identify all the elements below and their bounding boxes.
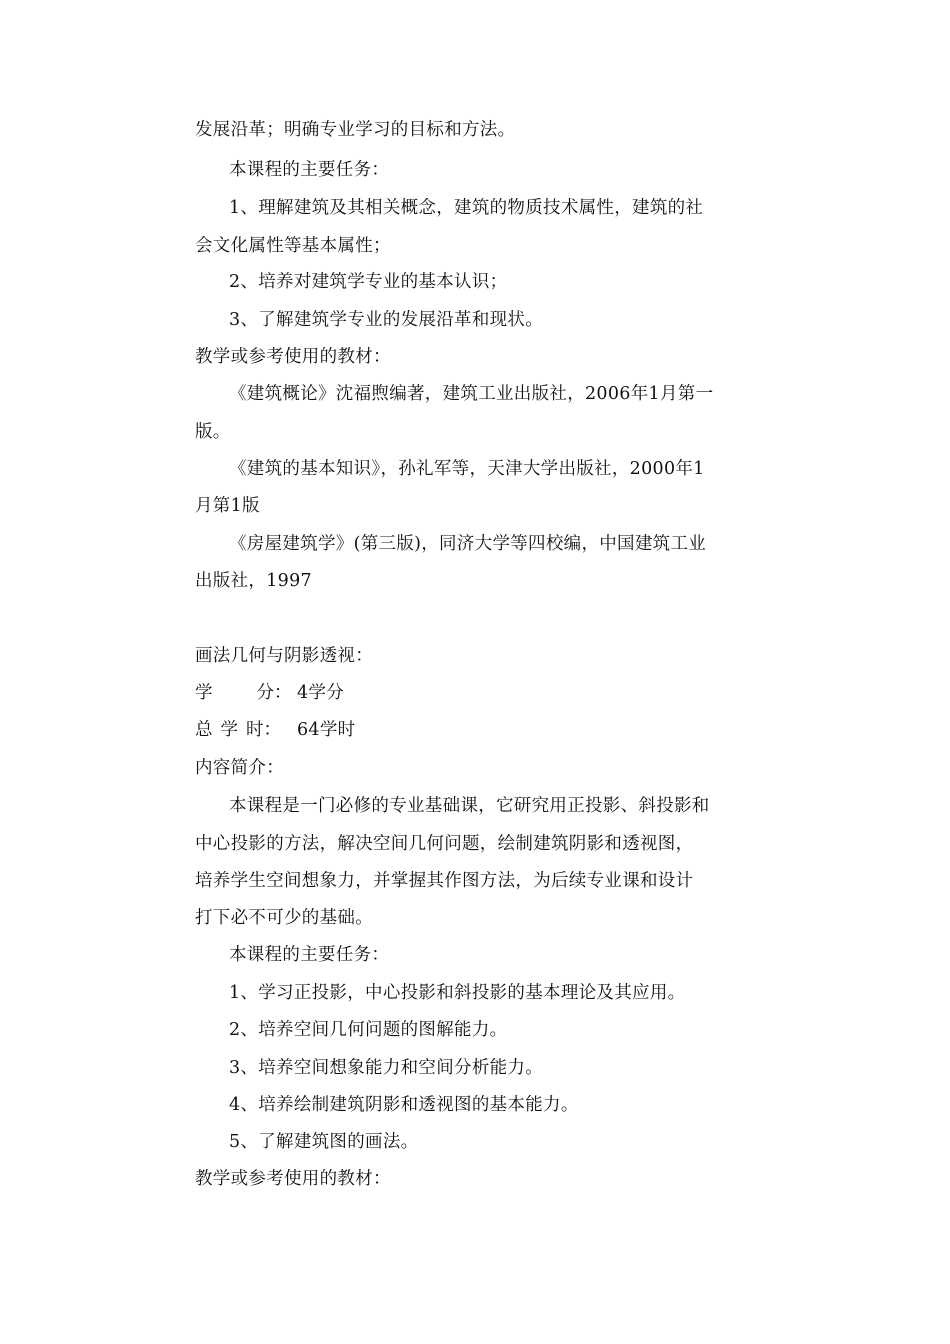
hours-label [195, 718, 287, 742]
textbook-item-2: 《建筑的基本知识》，孙礼军等，天津大学出版社，2000年1 [229, 459, 705, 479]
textbook-item-1: 《建筑概论》沈福煦编著，建筑工业出版社，2006年1月第一 [229, 384, 714, 404]
task-item-2: 2、培养对建筑学专业的基本认识； [229, 272, 508, 292]
credit-label [195, 681, 292, 705]
textbook-item-3-cont: 出版社，1997 [195, 571, 312, 591]
hours-value: 64学时 [297, 720, 356, 740]
intro-paragraph-line: 打下必不可少的基础。 [195, 908, 373, 928]
credit-label-part: 分： [256, 683, 292, 703]
textbook-heading: 教学或参考使用的教材： [195, 347, 391, 367]
task-item-1: 1、学习正投影，中心投影和斜投影的基本理论及其应用。 [229, 983, 686, 1003]
tasks-heading: 本课程的主要任务： [229, 160, 390, 180]
hours-row [195, 718, 755, 742]
credit-label-part: 学 [195, 683, 213, 703]
intro-paragraph-line: 培养学生空间想象力，并掌握其作图方法，为后续专业课和设计 [195, 871, 694, 891]
intro-paragraph-line: 中心投影的方法，解决空间几何问题，绘制建筑阴影和透视图， [195, 834, 694, 854]
credit-row [195, 681, 755, 705]
tasks-heading-2: 本课程的主要任务： [229, 945, 390, 965]
task-item-4: 4、培养绘制建筑阴影和透视图的基本能力。 [229, 1095, 579, 1115]
hours-label-part: 时： [246, 720, 281, 740]
textbook-item-3: 《房屋建筑学》(第三版)，同济大学等四校编，中国建筑工业 [229, 534, 707, 554]
hours-label-part: 学 [220, 720, 238, 740]
text-line: 发展沿革；明确专业学习的目标和方法。 [195, 120, 516, 140]
task-item-5: 5、了解建筑图的画法。 [229, 1132, 419, 1152]
course-title: 画法几何与阴影透视： [195, 646, 373, 666]
task-item-2: 2、培养空间几何问题的图解能力。 [229, 1020, 508, 1040]
task-item-3: 3、培养空间想象能力和空间分析能力。 [229, 1058, 544, 1078]
credit-value: 4学分 [297, 683, 345, 703]
intro-paragraph-line: 本课程是一门必修的专业基础课，它研究用正投影、斜投影和 [229, 796, 710, 816]
hours-label-part: 总 [195, 720, 213, 740]
task-item-1-cont: 会文化属性等基本属性； [195, 236, 391, 256]
task-item-1: 1、理解建筑及其相关概念，建筑的物质技术属性，建筑的社 [229, 198, 704, 218]
task-item-3: 3、了解建筑学专业的发展沿革和现状。 [229, 310, 544, 330]
textbook-heading-2: 教学或参考使用的教材： [195, 1169, 391, 1189]
textbook-item-2-cont: 月第1版 [195, 496, 260, 516]
textbook-item-1-cont: 版。 [195, 422, 231, 442]
intro-heading: 内容简介： [195, 758, 284, 778]
